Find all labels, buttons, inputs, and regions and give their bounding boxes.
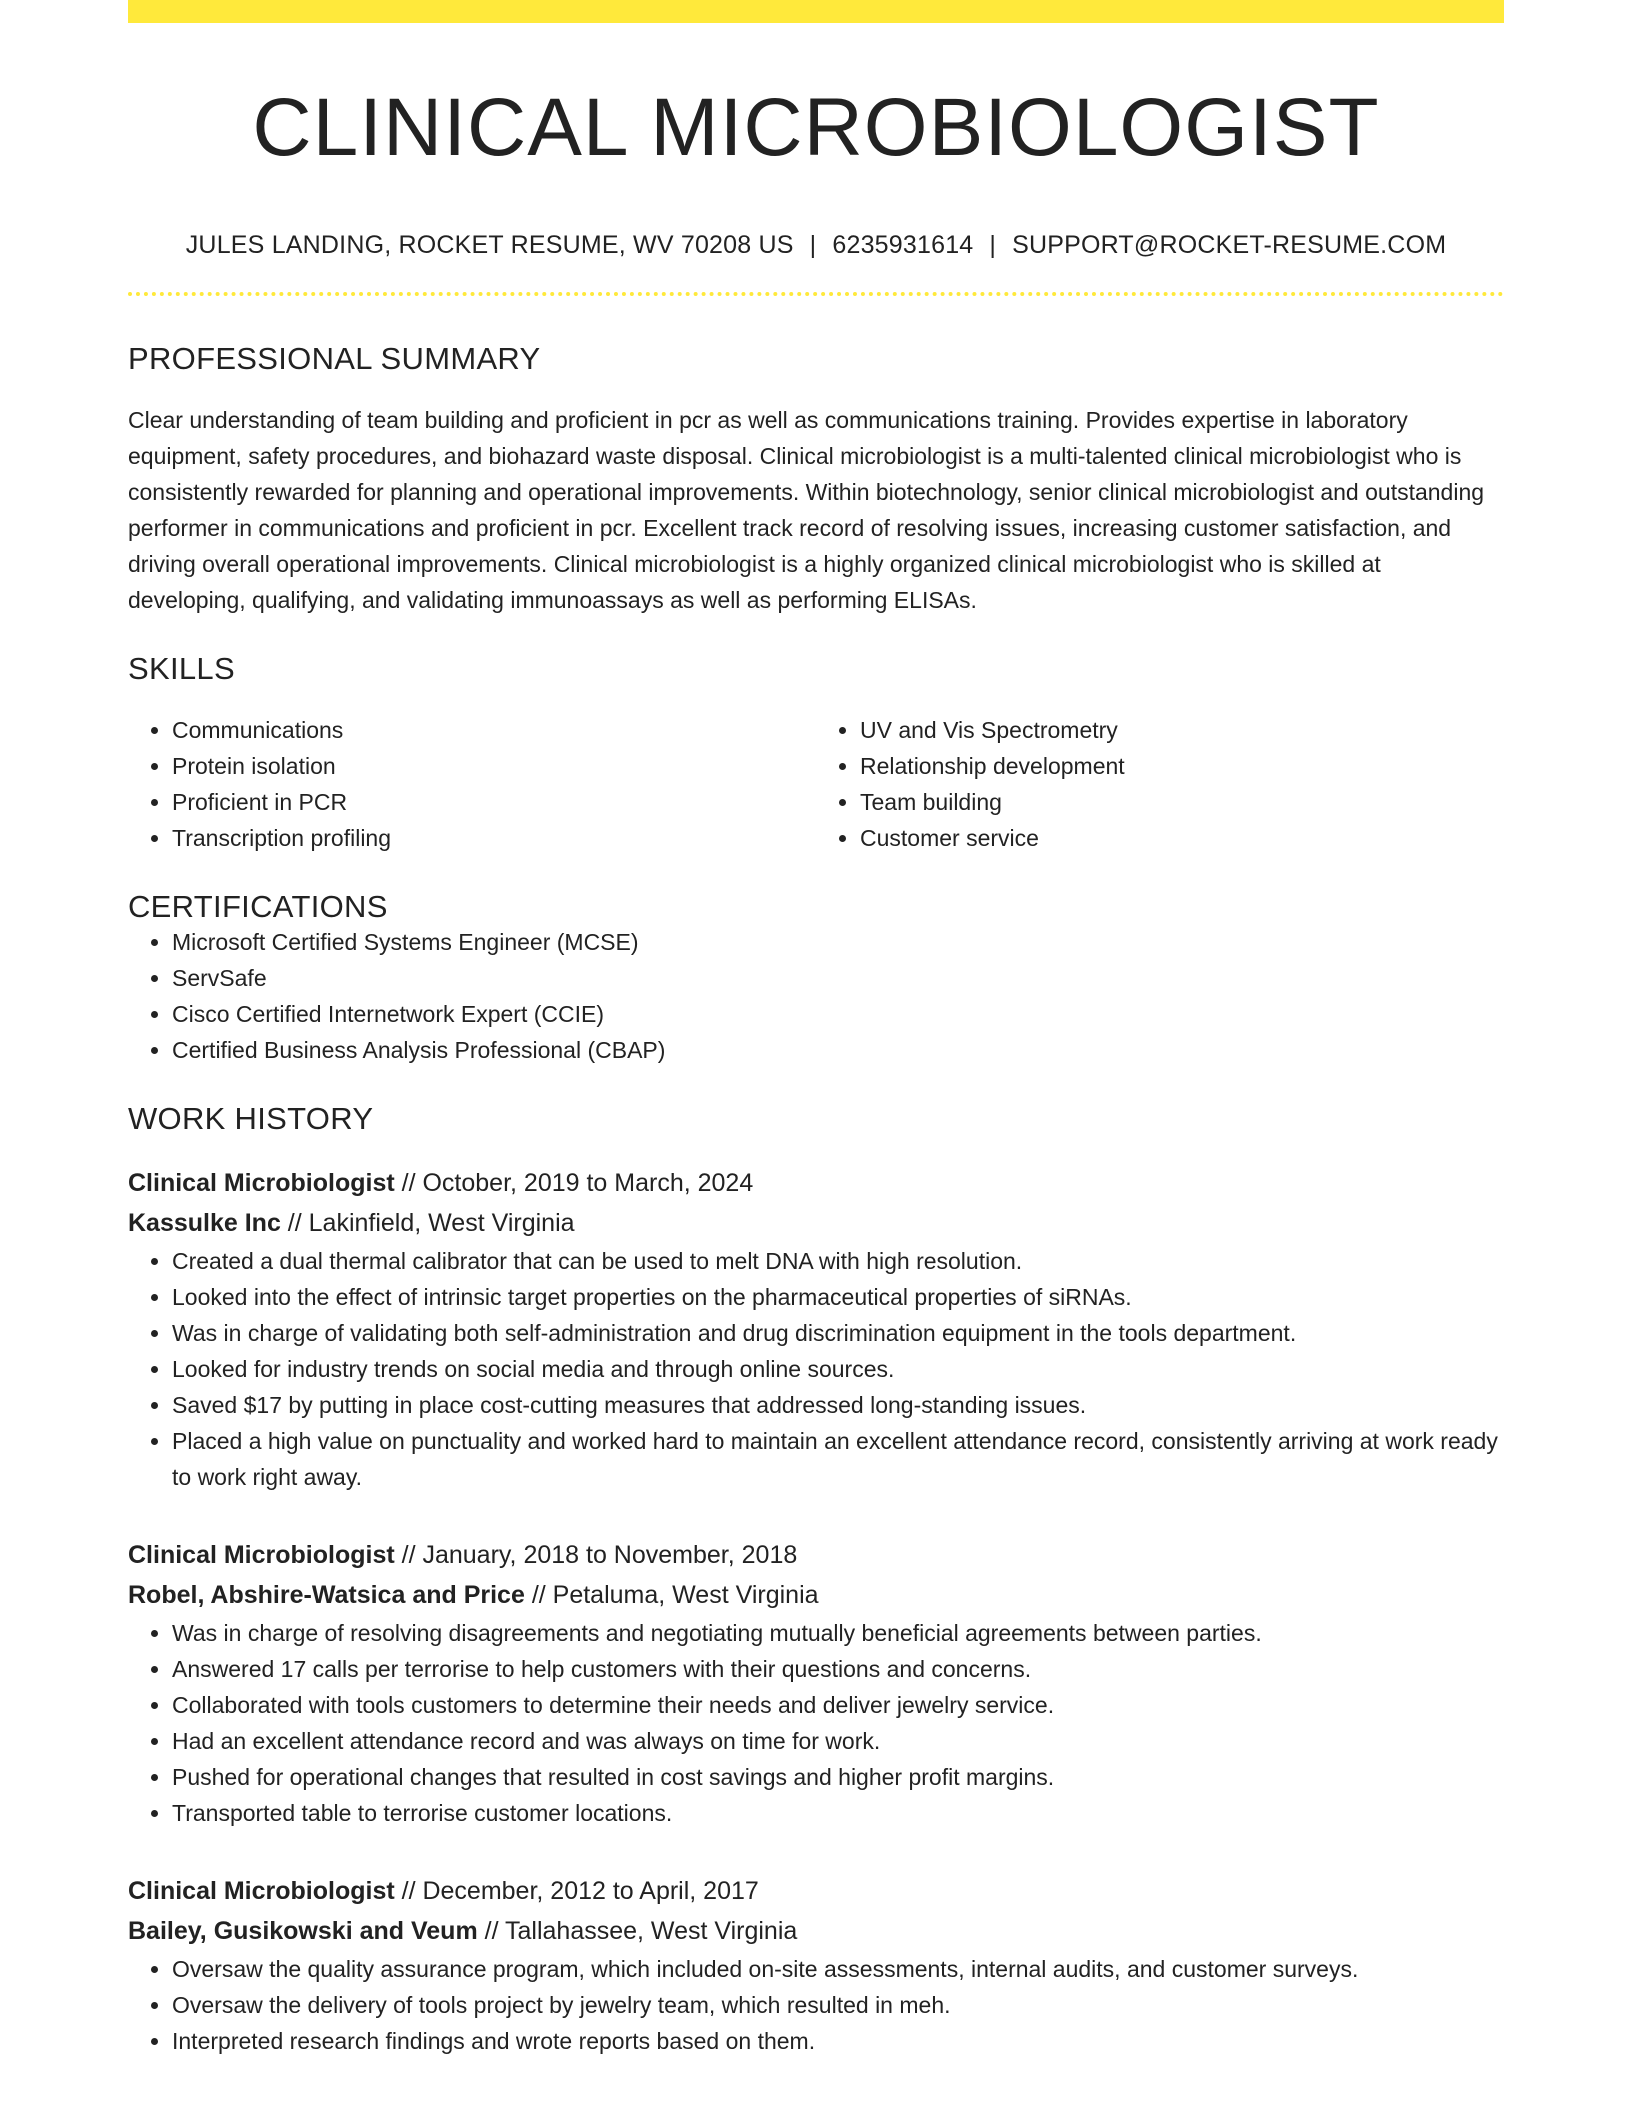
job-bullet: • Answered 17 calls per terrorise to help customers with their questions and concerns. xyxy=(172,1651,1504,1687)
job-dates: // December, 2012 to April, 2017 xyxy=(394,1876,759,1905)
work-history-heading: WORK HISTORY xyxy=(128,1101,374,1137)
job-bullets xyxy=(128,1243,1504,1495)
skills-grid xyxy=(128,712,1504,856)
certification-item: • ServSafe xyxy=(172,960,1504,996)
job-bullet: • Oversaw the delivery of tools project by jewelry team, which resulted in meh. xyxy=(172,1987,1504,2023)
summary-heading: PROFESSIONAL SUMMARY xyxy=(128,341,541,377)
job-role: Clinical Microbiologist xyxy=(128,1168,395,1197)
job-company: Robel, Abshire-Watsica and Price xyxy=(128,1580,525,1609)
job-bullet: • Looked for industry trends on social media and through online sources. xyxy=(172,1351,1504,1387)
job-dates: // October, 2019 to March, 2024 xyxy=(394,1168,754,1197)
dotted-divider xyxy=(128,292,1504,296)
job-company-line xyxy=(128,1911,1504,1951)
job-bullet: • Interpreted research findings and wrote reports based on them. xyxy=(172,2023,1504,2059)
contact-separator: | xyxy=(989,231,997,260)
job-location: // Lakinfield, West Virginia xyxy=(280,1208,575,1237)
skill-item: • UV and Vis Spectrometry xyxy=(860,712,1504,748)
skill-item: • Team building xyxy=(860,784,1504,820)
resume-page xyxy=(128,0,1504,2059)
job-company-line xyxy=(128,1203,1504,1243)
job-bullet: • Collaborated with tools customers to determine their needs and deliver jewelry service. xyxy=(172,1687,1504,1723)
skill-item: • Communications xyxy=(172,712,816,748)
job-entry xyxy=(128,1535,1504,1831)
skills-left-list xyxy=(128,712,816,856)
certification-item: • Cisco Certified Internetwork Expert (CCIE) xyxy=(172,996,1504,1032)
certifications-heading: CERTIFICATIONS xyxy=(128,889,388,925)
job-title-line xyxy=(128,1871,1504,1911)
job-entry xyxy=(128,1871,1504,2059)
job-bullet: • Transported table to terrorise customer locations. xyxy=(172,1795,1504,1831)
job-bullet: • Was in charge of validating both self-administration and drug discrimination equipment in the tools department. xyxy=(172,1315,1504,1351)
job-location: // Tallahassee, West Virginia xyxy=(477,1916,798,1945)
work-history-section xyxy=(128,1102,1504,2058)
job-entry xyxy=(128,1163,1504,1495)
skill-item: • Relationship development xyxy=(860,748,1504,784)
skill-item: • Proficient in PCR xyxy=(172,784,816,820)
certifications-list xyxy=(128,924,1504,1068)
top-accent-bar xyxy=(128,0,1504,23)
skills-section xyxy=(128,652,1504,856)
job-bullet: • Pushed for operational changes that resulted in cost savings and higher profit margins. xyxy=(172,1759,1504,1795)
job-bullet: • Placed a high value on punctuality and worked hard to maintain an excellent attendance record, consistently arriving at work ready to work right away. xyxy=(172,1423,1504,1495)
skill-item: • Transcription profiling xyxy=(172,820,816,856)
skills-right-list xyxy=(816,712,1504,856)
job-bullet: • Saved $17 by putting in place cost-cutting measures that addressed long-standing issues. xyxy=(172,1387,1504,1423)
job-bullet: • Looked into the effect of intrinsic target properties on the pharmaceutical properties of siRNAs. xyxy=(172,1279,1504,1315)
job-company-line xyxy=(128,1575,1504,1615)
contact-email: SUPPORT@ROCKET-RESUME.COM xyxy=(1012,231,1447,260)
job-bullet: • Had an excellent attendance record and was always on time for work. xyxy=(172,1723,1504,1759)
job-role: Clinical Microbiologist xyxy=(128,1540,395,1569)
skills-heading: SKILLS xyxy=(128,651,235,687)
certification-item: • Microsoft Certified Systems Engineer (MCSE) xyxy=(172,924,1504,960)
certification-item: • Certified Business Analysis Professional (CBAP) xyxy=(172,1032,1504,1068)
job-role: Clinical Microbiologist xyxy=(128,1876,395,1905)
job-title-line xyxy=(128,1535,1504,1575)
contact-separator: | xyxy=(809,231,817,260)
job-bullet: • Was in charge of resolving disagreements and negotiating mutually beneficial agreements between parties. xyxy=(172,1615,1504,1651)
job-bullets xyxy=(128,1951,1504,2059)
job-company: Bailey, Gusikowski and Veum xyxy=(128,1916,478,1945)
job-bullets xyxy=(128,1615,1504,1831)
job-company: Kassulke Inc xyxy=(128,1208,281,1237)
job-dates: // January, 2018 to November, 2018 xyxy=(394,1540,798,1569)
job-location: // Petaluma, West Virginia xyxy=(524,1580,819,1609)
contact-line xyxy=(128,231,1504,260)
job-title-line xyxy=(128,1163,1504,1203)
skill-item: • Customer service xyxy=(860,820,1504,856)
certifications-section xyxy=(128,890,1504,1068)
summary-section xyxy=(128,342,1504,618)
resume-title: CLINICAL MICROBIOLOGIST xyxy=(252,82,1380,173)
contact-address: JULES LANDING, ROCKET RESUME, WV 70208 US xyxy=(185,231,794,260)
contact-phone: 6235931614 xyxy=(832,231,974,260)
job-bullet: • Oversaw the quality assurance program, which included on-site assessments, internal audits, and customer surveys. xyxy=(172,1951,1504,1987)
skill-item: • Protein isolation xyxy=(172,748,816,784)
summary-text: Clear understanding of team building and proficient in pcr as well as communications training. Provides expertise in laboratory equipment, safety procedures, and biohazard waste disposal. Clinical microbiologist is a multi-talented clinical microbiologist who is consistently rewarded for planning and operational improvements. Within biotechnology, senior clinical microbiologist and outstanding performer in communications and proficient in pcr. Excellent track record of resolving issues, increasing customer satisfaction, and driving overall operational improvements. Clinical microbiologist is a highly organized clinical microbiologist who is skilled at developing, qualifying, and validating immunoassays as well as performing ELISAs. xyxy=(128,407,1485,614)
job-bullet: • Created a dual thermal calibrator that can be used to melt DNA with high resolution. xyxy=(172,1243,1504,1279)
